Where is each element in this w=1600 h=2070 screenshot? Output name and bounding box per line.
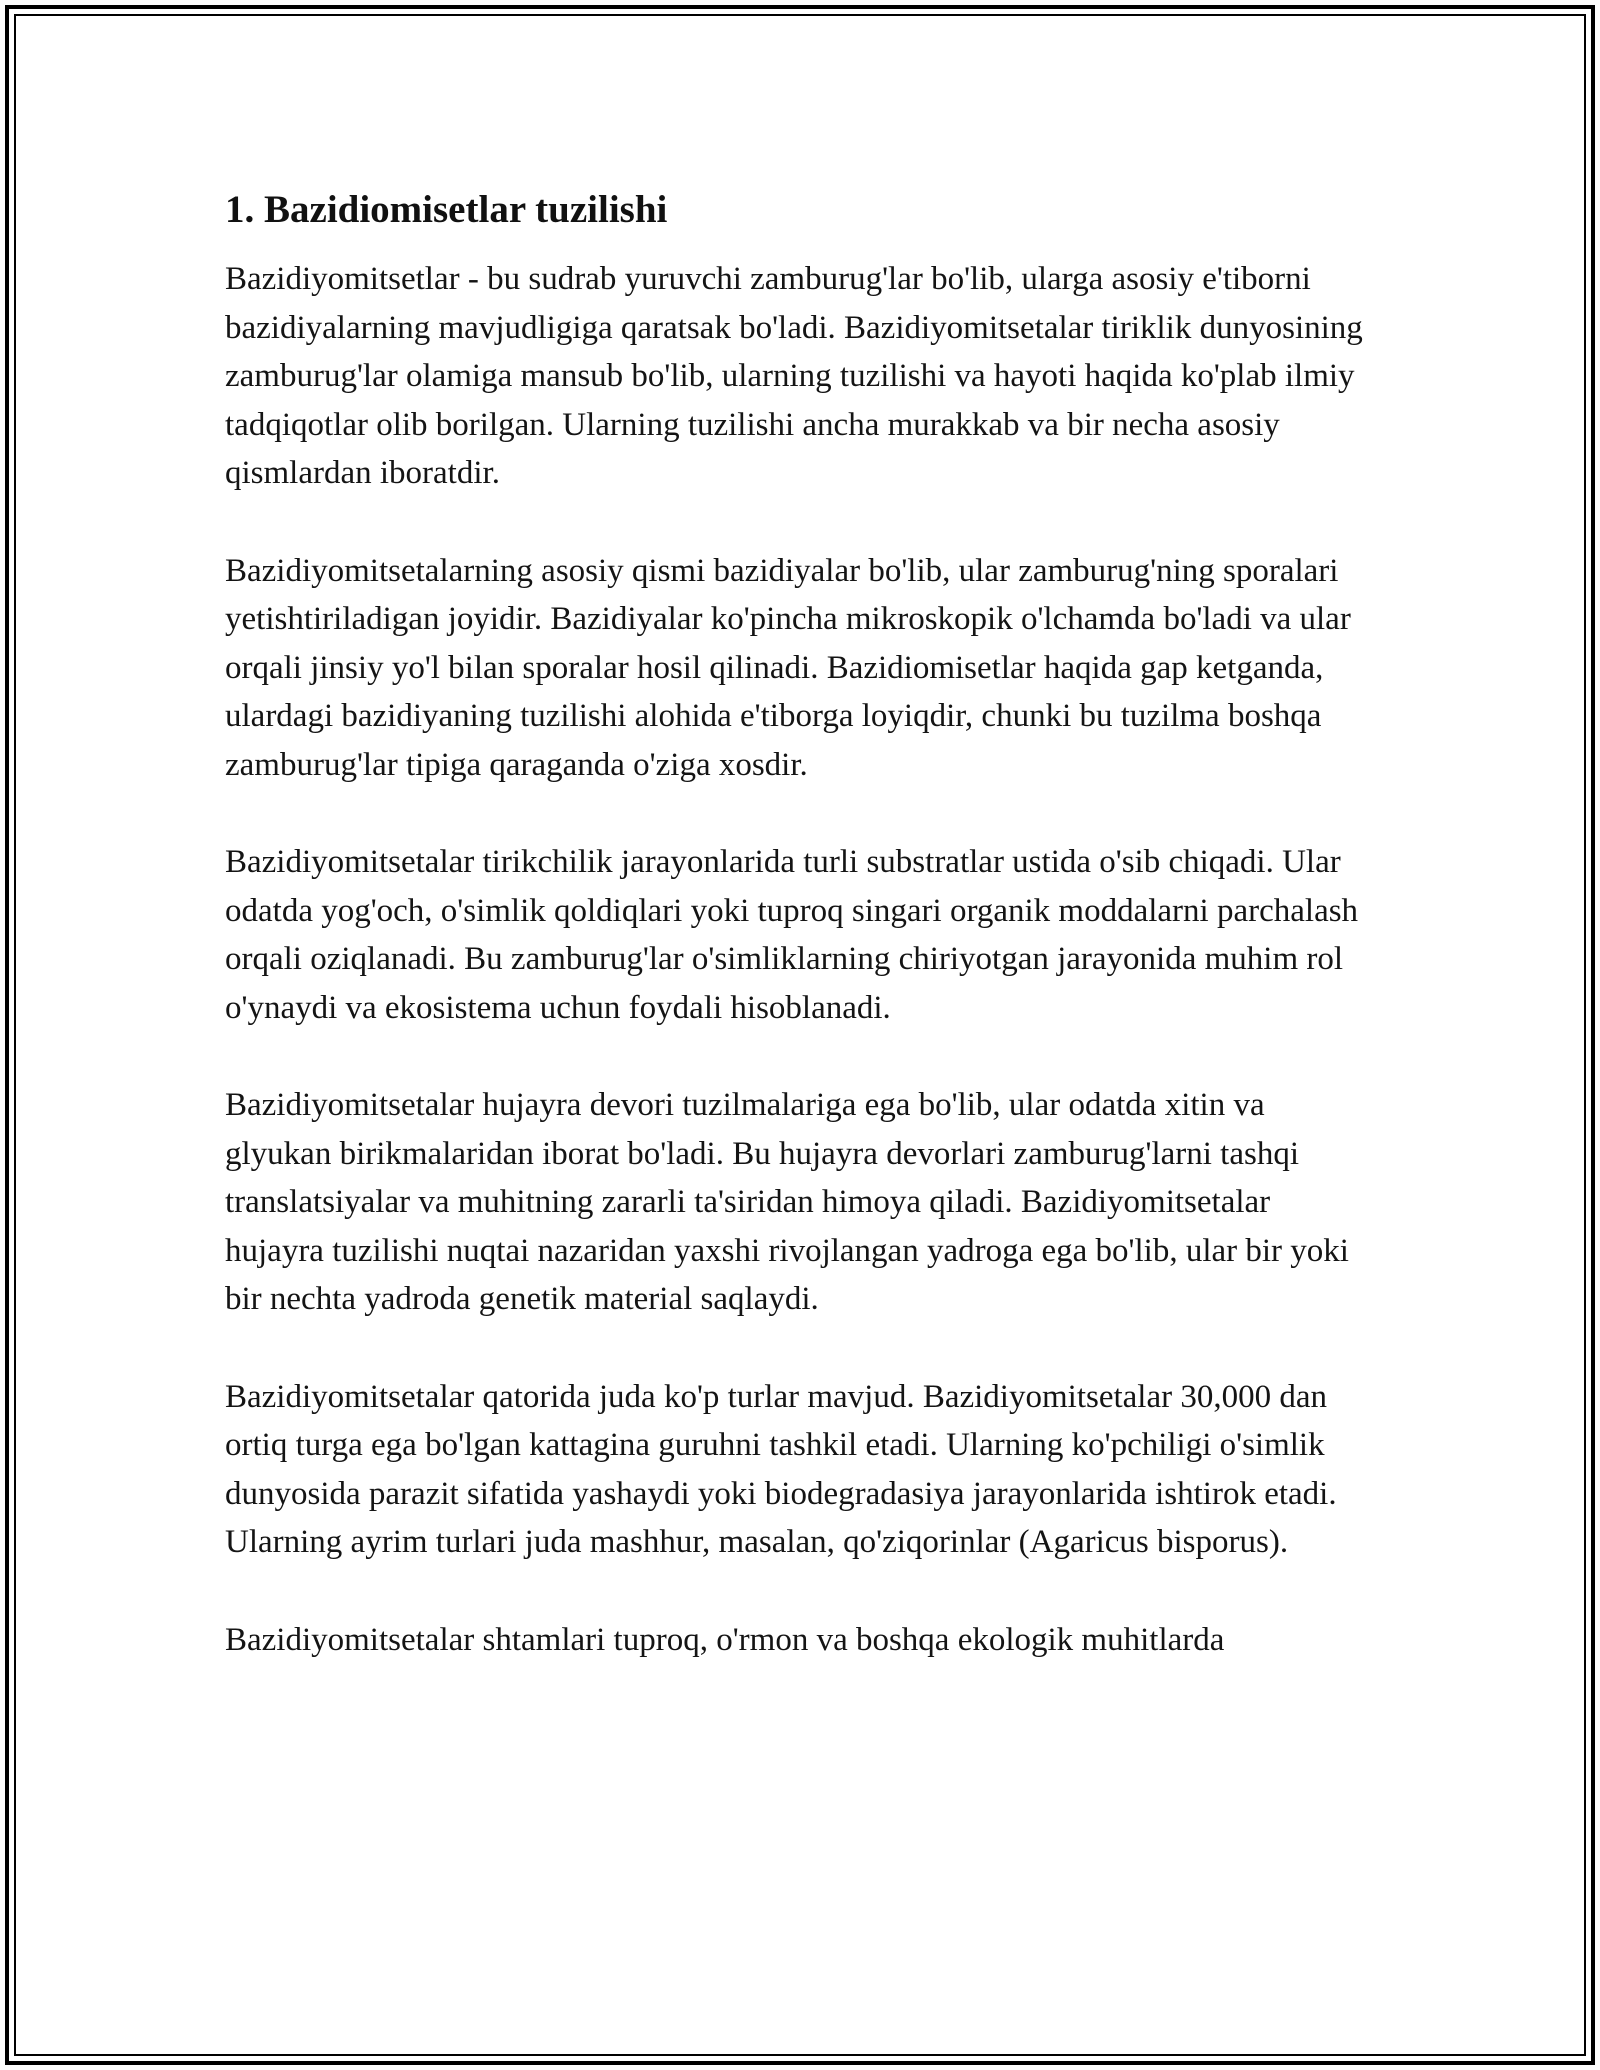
paragraph-1: Bazidiyomitsetlar - bu sudrab yuruvchi zamburug'lar bo'lib, ularga asosiy e'tiborni bazidiyalarning mavjudligiga qaratsak bo'ladi. Bazidiyomitsetalar tiriklik dunyosining zamburug'lar olamiga mansub bo'lib, ularning tuzilishi va hayoti haqida ko'plab ilmiy tadqiqotlar olib borilgan. Ularning tuzilishi ancha murakkab va bir necha asosiy qismlardan iboratdir. xyxy=(225,261,1363,491)
paragraph-6: Bazidiyomitsetalar shtamlari tuproq, o'rmon va boshqa ekologik muhitlarda xyxy=(225,1621,1225,1658)
paragraph-2: Bazidiyomitsetalarning asosiy qismi bazidiyalar bo'lib, ular zamburug'ning sporalari yetishtiriladigan joyidir. Bazidiyalar ko'pincha mikroskopik o'lchamda bo'ladi va ular orqali jinsiy yo'l bilan sporalar hosil qilinadi. Bazidiomisetlar haqida gap ketganda, ulardagi bazidiyaning tuzilishi alohida e'tiborga loyiqdir, chunki bu tuzilma boshqa zamburug'lar tipiga qaraganda o'ziga xosdir. xyxy=(225,552,1351,783)
document-body xyxy=(225,175,1375,1713)
paragraph-5: Bazidiyomitsetalar qatorida juda ko'p turlar mavjud. Bazidiyomitsetalar 30,000 dan ortiq turga ega bo'lgan kattagina guruhni tashkil etadi. Ularning ko'pchiligi o'simlik dunyosida parazit sifatida yashaydi yoki biodegradasiya jarayonlarida ishtirok etadi. Ularning ayrim turlari juda mashhur, masalan, qo'ziqorinlar (Agaricus bisporus). xyxy=(225,1378,1337,1560)
document-title: 1. Bazidiomisetlar tuzilishi xyxy=(225,188,668,231)
paragraph-3: Bazidiyomitsetalar tirikchilik jarayonlarida turli substratlar ustida o'sib chiqadi. Ular odatda yog'och, o'simlik qoldiqlari yoki tuproq singari organik moddalarni parchalash orqali oziqlanadi. Bu zamburug'lar o'simliklarning chiriyotgan jarayonida muhim rol o'ynaydi va ekosistema uchun foydali hisoblanadi. xyxy=(225,844,1359,1026)
paragraph-4: Bazidiyomitsetalar hujayra devori tuzilmalariga ega bo'lib, ular odatda xitin va glyukan birikmalaridan iborat bo'ladi. Bu hujayra devorlari zamburug'larni tashqi translatsiyalar va muhitning zararli ta'siridan himoya qiladi. Bazidiyomitsetalar hujayra tuzilishi nuqtai nazaridan yaxshi rivojlangan yadroga ega bo'lib, ular bir yoki bir nechta yadroda genetik material saqlaydi. xyxy=(225,1087,1349,1317)
